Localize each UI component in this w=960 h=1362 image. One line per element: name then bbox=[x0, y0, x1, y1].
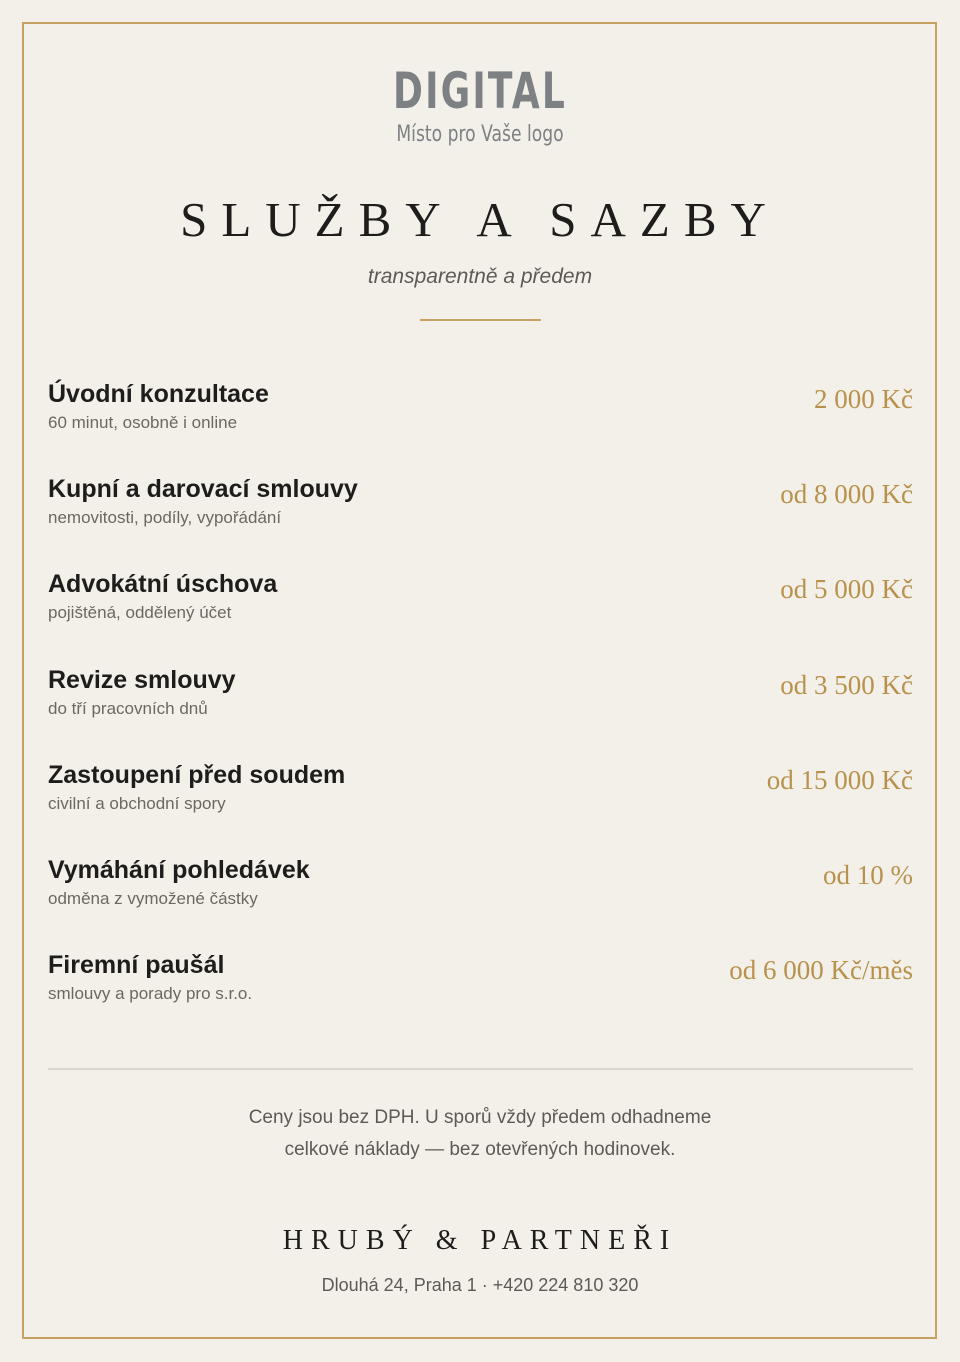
service-description: nemovitosti, podíly, vypořádání bbox=[48, 508, 282, 528]
service-description: odměna z vymožené částky bbox=[48, 888, 258, 908]
footer-divider bbox=[48, 1068, 913, 1070]
logo bbox=[0, 60, 960, 148]
service-price: od 15 000 Kč bbox=[766, 764, 913, 795]
service-price: od 8 000 Kč bbox=[780, 479, 913, 510]
service-description: civilní a obchodní spory bbox=[48, 793, 226, 813]
firm-name: HRUBÝ & PARTNEŘI bbox=[282, 1225, 678, 1256]
service-name: Úvodní konzultace bbox=[48, 380, 269, 408]
service-name: Zastoupení před soudem bbox=[48, 760, 346, 789]
service-price: 2 000 Kč bbox=[814, 384, 913, 414]
service-item bbox=[48, 378, 913, 473]
contact-info: Dlouhá 24, Praha 1 · +420 224 810 320 bbox=[321, 1275, 639, 1295]
accent-divider bbox=[420, 319, 541, 321]
service-item bbox=[48, 759, 913, 854]
page-title: SLUŽBY A SAZBY bbox=[180, 192, 780, 247]
service-item bbox=[48, 949, 913, 1044]
service-name: Advokátní úschova bbox=[48, 570, 278, 599]
service-description: 60 minut, osobně i online bbox=[48, 413, 238, 432]
service-item bbox=[48, 473, 913, 568]
logo-wordmark: DIGITAL bbox=[393, 62, 567, 120]
service-price: od 3 500 Kč bbox=[780, 669, 913, 700]
logo-subtitle: Místo pro Vaše logo bbox=[396, 122, 564, 147]
pricing-note-line: celkové náklady — bez otevřených hodinovek. bbox=[284, 1139, 676, 1160]
services-list bbox=[48, 378, 913, 1044]
service-item bbox=[48, 568, 913, 663]
service-name: Firemní paušál bbox=[48, 951, 225, 980]
service-description: smlouvy a porady pro s.r.o. bbox=[48, 984, 253, 1004]
service-price: od 5 000 Kč bbox=[780, 574, 913, 605]
service-description: do tří pracovních dnů bbox=[48, 698, 208, 718]
service-description: pojištěná, oddělený účet bbox=[48, 603, 232, 623]
service-price: od 6 000 Kč/měs bbox=[729, 955, 913, 986]
pricing-note bbox=[0, 1102, 960, 1166]
service-name: Vymáhání pohledávek bbox=[48, 855, 310, 884]
service-name: Kupní a darovací smlouvy bbox=[48, 475, 358, 504]
service-item bbox=[48, 854, 913, 949]
service-name: Revize smlouvy bbox=[48, 665, 236, 694]
service-price: od 10 % bbox=[823, 859, 913, 890]
service-item bbox=[48, 664, 913, 759]
pricing-note-line: Ceny jsou bez DPH. U sporů vždy předem odhadneme bbox=[248, 1107, 712, 1128]
page-subtitle: transparentně a předem bbox=[367, 265, 593, 288]
